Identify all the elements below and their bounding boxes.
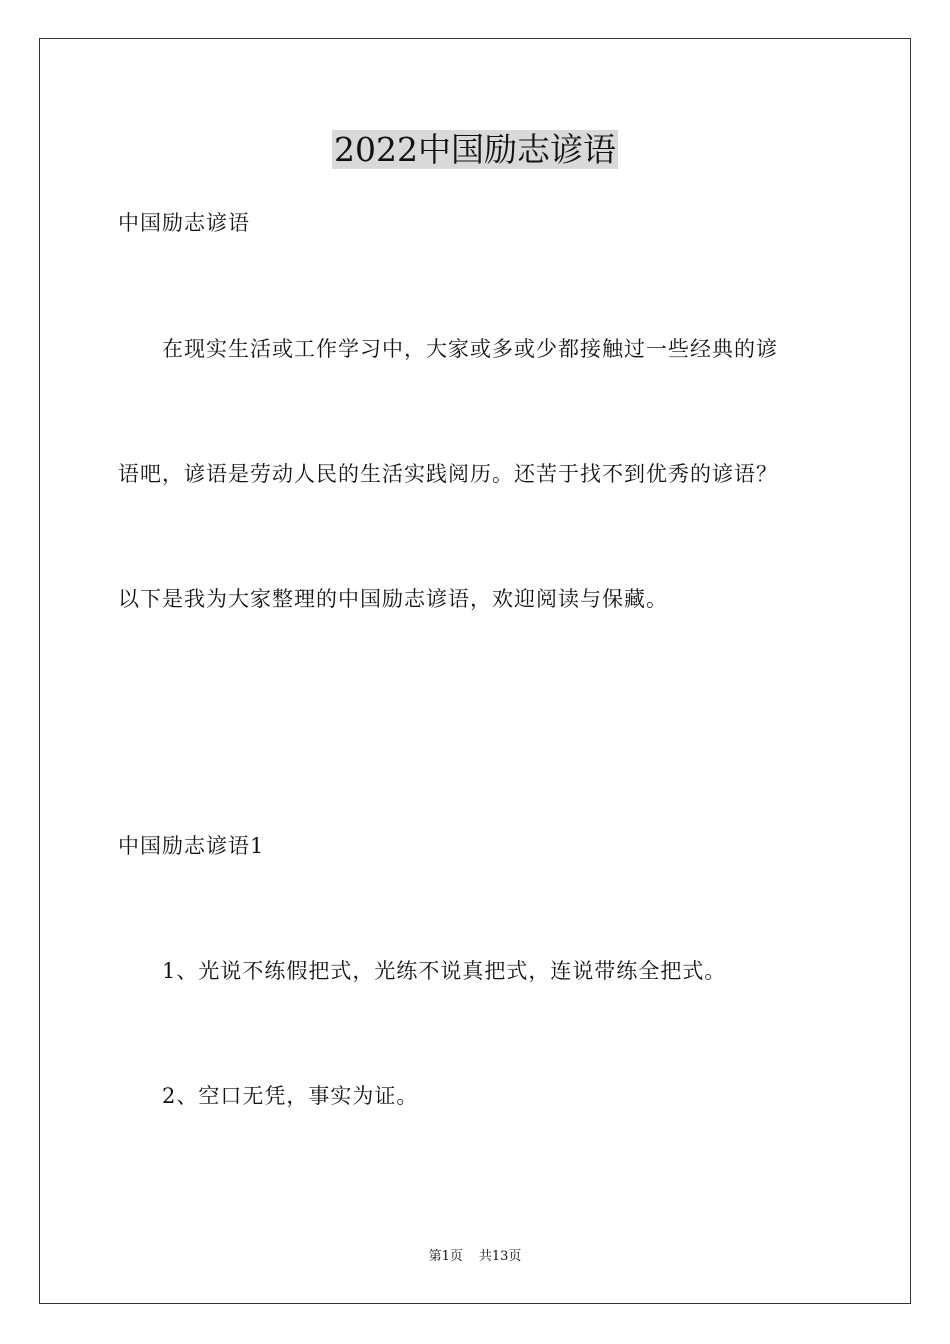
list-item: 2、空口无凭，事实为证。 — [162, 1084, 419, 1108]
intro-line-1: 在现实生活或工作学习中，大家或多或少都接触过一些经典的谚 — [162, 337, 778, 361]
page-footer — [0, 1248, 950, 1266]
page-total: 共13页 — [478, 1249, 522, 1264]
section-heading: 中国励志谚语1 — [118, 834, 265, 858]
document-title — [0, 128, 950, 172]
page-number: 第1页 — [428, 1249, 463, 1264]
document-title-text: 2022中国励志谚语 — [334, 130, 616, 169]
list-item: 1、光说不练假把式，光练不说真把式，连说带练全把式。 — [162, 959, 727, 983]
intro-line-3: 以下是我为大家整理的中国励志谚语，欢迎阅读与保藏。 — [118, 587, 668, 611]
document-subtitle: 中国励志谚语 — [118, 211, 250, 235]
intro-line-2: 语吧，谚语是劳动人民的生活实践阅历。还苦于找不到优秀的谚语？ — [118, 462, 778, 486]
